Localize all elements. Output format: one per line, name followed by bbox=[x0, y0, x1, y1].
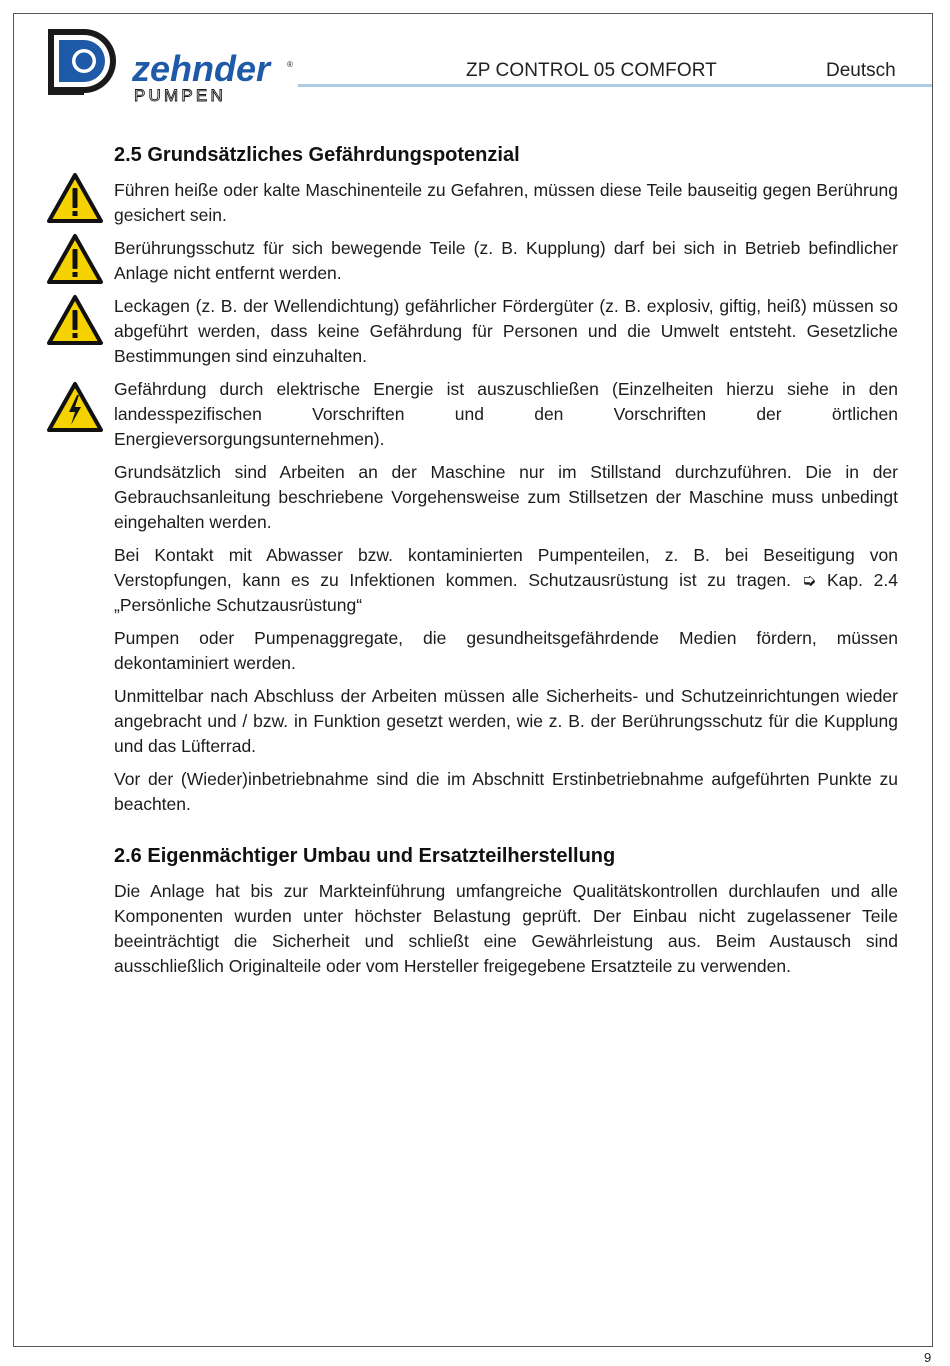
warning-icon bbox=[46, 233, 104, 285]
warning-icon bbox=[46, 294, 104, 346]
paragraph: Die Anlage hat bis zur Markteinführung umfangreiche Qualitätskontrollen durchlaufen und alle Komponenten wurden unter höchster Belastung geprüft. Der Einbau nicht zugelassener Teile beeinträchtigt die Sicherheit und schließt eine Gewährleistung aus. Beim Austausch sind ausschließlich Originalteile oder vom Hersteller freigegebene Ersatzteile zu verwenden. bbox=[114, 881, 898, 976]
section-heading-2-6: 2.6 Eigenmächtiger Umbau und Ersatzteilherstellung bbox=[114, 845, 616, 867]
warning-icon bbox=[46, 172, 104, 224]
header-rule bbox=[298, 84, 932, 87]
paragraph-with-reference: Bei Kontakt mit Abwasser bzw. kontaminierten Pumpenteilen, z. B. bei Beseitigung von Verstopfungen, kann es zu Infektionen kommen. Schutzausrüstung ist zu tragen. ➭ Kap. 2.4 „Persönliche Schutzausrüstung“ bbox=[114, 545, 898, 615]
paragraph: Unmittelbar nach Abschluss der Arbeiten müssen alle Sicherheits- und Schutzeinrichtungen wieder angebracht und / bzw. in Funktion gesetzt werden, wie z. B. der Berührungsschutz für die Kupplung und das Lüfterrad. bbox=[114, 686, 898, 756]
paragraph: Führen heiße oder kalte Maschinenteile zu Gefahren, müssen diese Teile bauseitig gegen Berührung gesichert sein. bbox=[114, 180, 898, 225]
section-heading-2-5: 2.5 Grundsätzliches Gefährdungspotenzial bbox=[114, 144, 520, 166]
page-number: 9 bbox=[924, 1350, 932, 1365]
paragraph: Berührungsschutz für sich bewegende Teile (z. B. Kupplung) darf bei sich in Betrieb befindlicher Anlage nicht entfernt werden. bbox=[114, 238, 898, 283]
paragraph: Grundsätzlich sind Arbeiten an der Maschine nur im Stillstand durchzuführen. Die in der Gebrauchsanleitung beschriebene Vorgehensweise zum Stillsetzen der Maschine muss unbedingt eingehalten werden. bbox=[114, 462, 898, 532]
logo-subtext: PUMPEN bbox=[134, 86, 226, 105]
paragraph: Gefährdung durch elektrische Energie ist auszuschließen (Einzelheiten hierzu siehe in den landesspezifischen Vorschriften und den Vorschriften der örtlichen Energieversorgungsunternehmen). bbox=[114, 379, 898, 449]
document-language: Deutsch bbox=[826, 60, 896, 81]
logo-wordmark: zehnder bbox=[132, 48, 271, 89]
electrical-hazard-icon bbox=[46, 381, 104, 433]
document-title: ZP CONTROL 05 COMFORT bbox=[466, 60, 717, 81]
paragraph: Pumpen oder Pumpenaggregate, die gesundheitsgefährdende Medien fördern, müssen dekontaminiert werden. bbox=[114, 628, 898, 673]
page-content bbox=[114, 142, 898, 987]
svg-text:®: ® bbox=[287, 60, 293, 69]
paragraph: Vor der (Wieder)inbetriebnahme sind die im Abschnitt Erstinbetriebnahme aufgeführten Punkte zu beachten. bbox=[114, 769, 898, 814]
paragraph: Leckagen (z. B. der Wellendichtung) gefährlicher Fördergüter (z. B. explosiv, giftig, heiß) müssen so abgeführt werden, dass keine Gefährdung für Personen und die Umwelt entsteht. Gesetzliche Bestimmungen sind einzuhalten. bbox=[114, 296, 898, 366]
zehnder-logo bbox=[44, 25, 299, 105]
